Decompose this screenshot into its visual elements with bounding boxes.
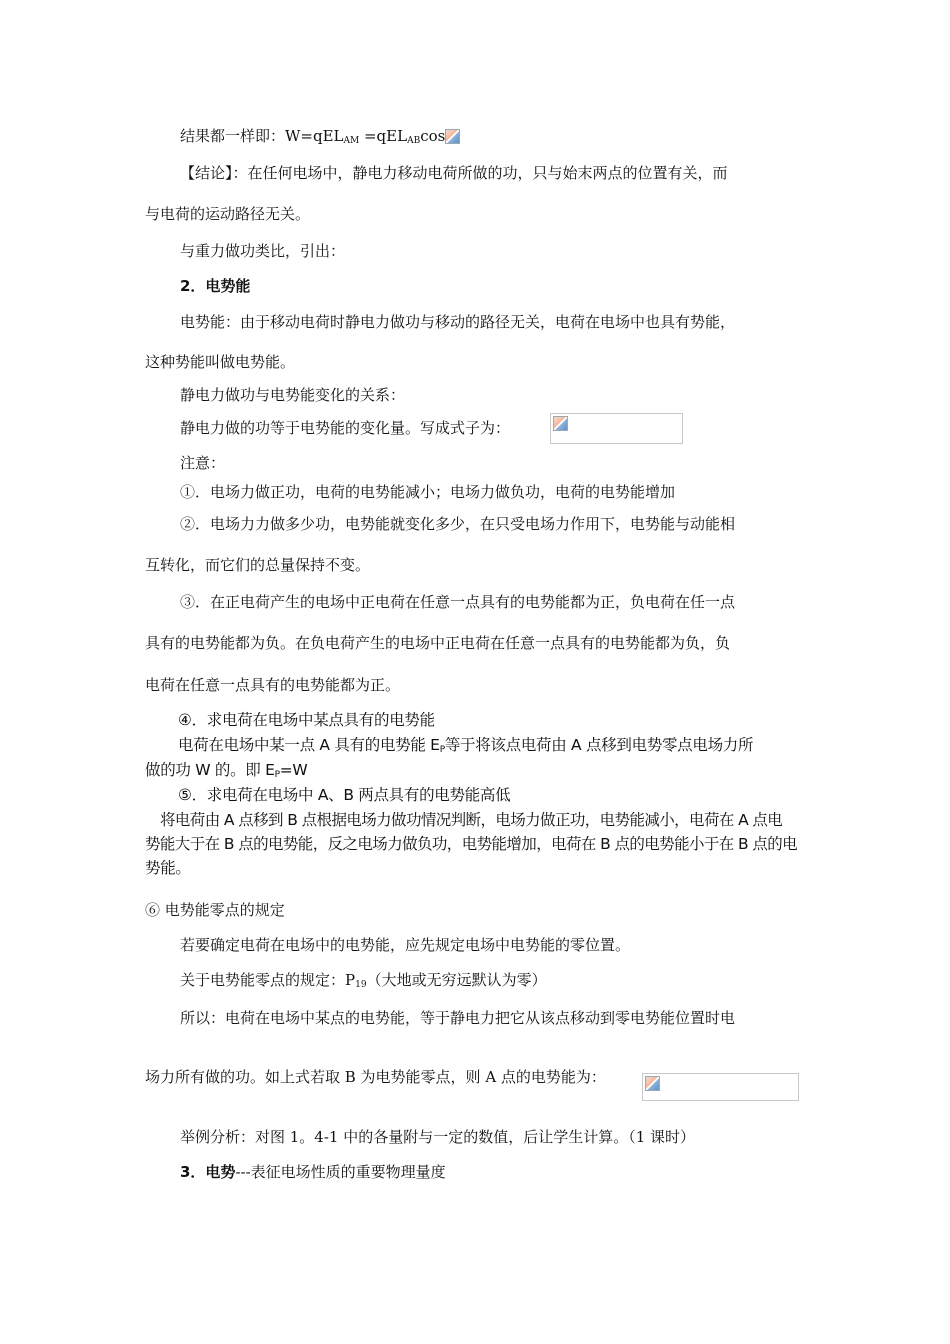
line-note-5: ⑤．求电荷在电场中 A、B 两点具有的电势能高低 <box>178 786 511 804</box>
line-analogy: 与重力做功类比，引出： <box>180 242 346 260</box>
line-note-5-body: 将电荷由 A 点移到 B 点根据电场力做功情况判断，电场力做正功，电势能减小，电荷在 A 点电 <box>160 811 783 829</box>
line-note-1: ①．电场力做正功，电荷的电势能减小；电场力做负功，电荷的电势能增加 <box>180 483 676 501</box>
line-note-4: ④．求电荷在电场中某点具有的电势能 <box>178 711 435 729</box>
section-heading-potential: 3．电势---表征电场性质的重要物理量度 <box>180 1163 446 1181</box>
line-note-3: ③．在正电荷产生的电场中正电荷在任意一点具有的电势能都为正，负电荷在任一点 <box>180 593 736 611</box>
line-note-6: ⑥ 电势能零点的规定 <box>145 901 285 919</box>
broken-image-icon <box>445 129 460 144</box>
line-definition: 电势能：由于移动电荷时静电力做功与移动的路径无关，电荷在电场中也具有势能， <box>180 313 736 331</box>
line-conclusion-cont: 与电荷的运动路径无关。 <box>145 205 311 223</box>
formula-image-box <box>550 413 683 444</box>
line-zero-position: 若要确定电荷在电场中的电势能，应先规定电场中电势能的零位置。 <box>180 936 631 954</box>
line-note-3-cont: 具有的电势能都为负。在负电荷产生的电场中正电荷在任意一点具有的电势能都为负，负 <box>145 634 731 652</box>
line-note-2-cont: 互转化，而它们的总量保持不变。 <box>145 556 371 574</box>
formula-image-box-2 <box>642 1073 799 1101</box>
line-example: 举例分析：对图 1。4-1 中的各量附与一定的数值，后让学生计算。（1 课时） <box>180 1128 696 1146</box>
broken-image-icon <box>645 1076 660 1091</box>
line-definition-cont: 这种势能叫做电势能。 <box>145 353 296 371</box>
line-note-4-body: 电荷在电场中某一点 A 具有的电势能 $E_P$等于将该点电荷由 A 点移到电势零点电场力所 <box>178 736 754 755</box>
line-note-2: ②．电场力力做多少功，电势能就变化多少，在只受电场力作用下，电势能与动能相 <box>180 515 736 533</box>
line-relation: 静电力做功与电势能变化的关系： <box>180 386 406 404</box>
section-heading-potential-energy: 2．电势能 <box>180 277 251 295</box>
line-conclusion: 【结论】：在任何电场中，静电力移动电荷所做的功，只与始末两点的位置有关，而 <box>180 164 728 182</box>
line-note-4-body-cont: 做的功 W 的。即 $E_P=W$ <box>145 761 308 780</box>
line-result-formula: 结果都一样即：W=qEL$_{AM}$ =qEL$_{AB}$cos <box>180 126 460 151</box>
line-note-label: 注意： <box>180 454 226 472</box>
line-note-3-cont2: 电荷在任意一点具有的电势能都为正。 <box>145 676 401 694</box>
line-zero-rule: 关于电势能零点的规定：$P_{19}$（大地或无穷远默认为零） <box>180 971 547 990</box>
broken-image-icon <box>553 416 568 431</box>
line-therefore: 所以：电荷在电场中某点的电势能，等于静电力把它从该点移动到零电势能位置时电 <box>180 1009 736 1027</box>
line-therefore-cont: 场力所有做的功。如上式若取 B 为电势能零点，则 A 点的电势能为： <box>145 1068 606 1086</box>
line-formula-prompt: 静电力做的功等于电势能的变化量。写成式子为： <box>180 419 511 437</box>
line-note-5-body-cont: 势能大于在 B 点的电势能，反之电场力做负功，电势能增加，电荷在 B 点的电势能小于在 B 点的电 <box>145 835 798 853</box>
line-note-5-body-cont2: 势能。 <box>145 859 191 877</box>
